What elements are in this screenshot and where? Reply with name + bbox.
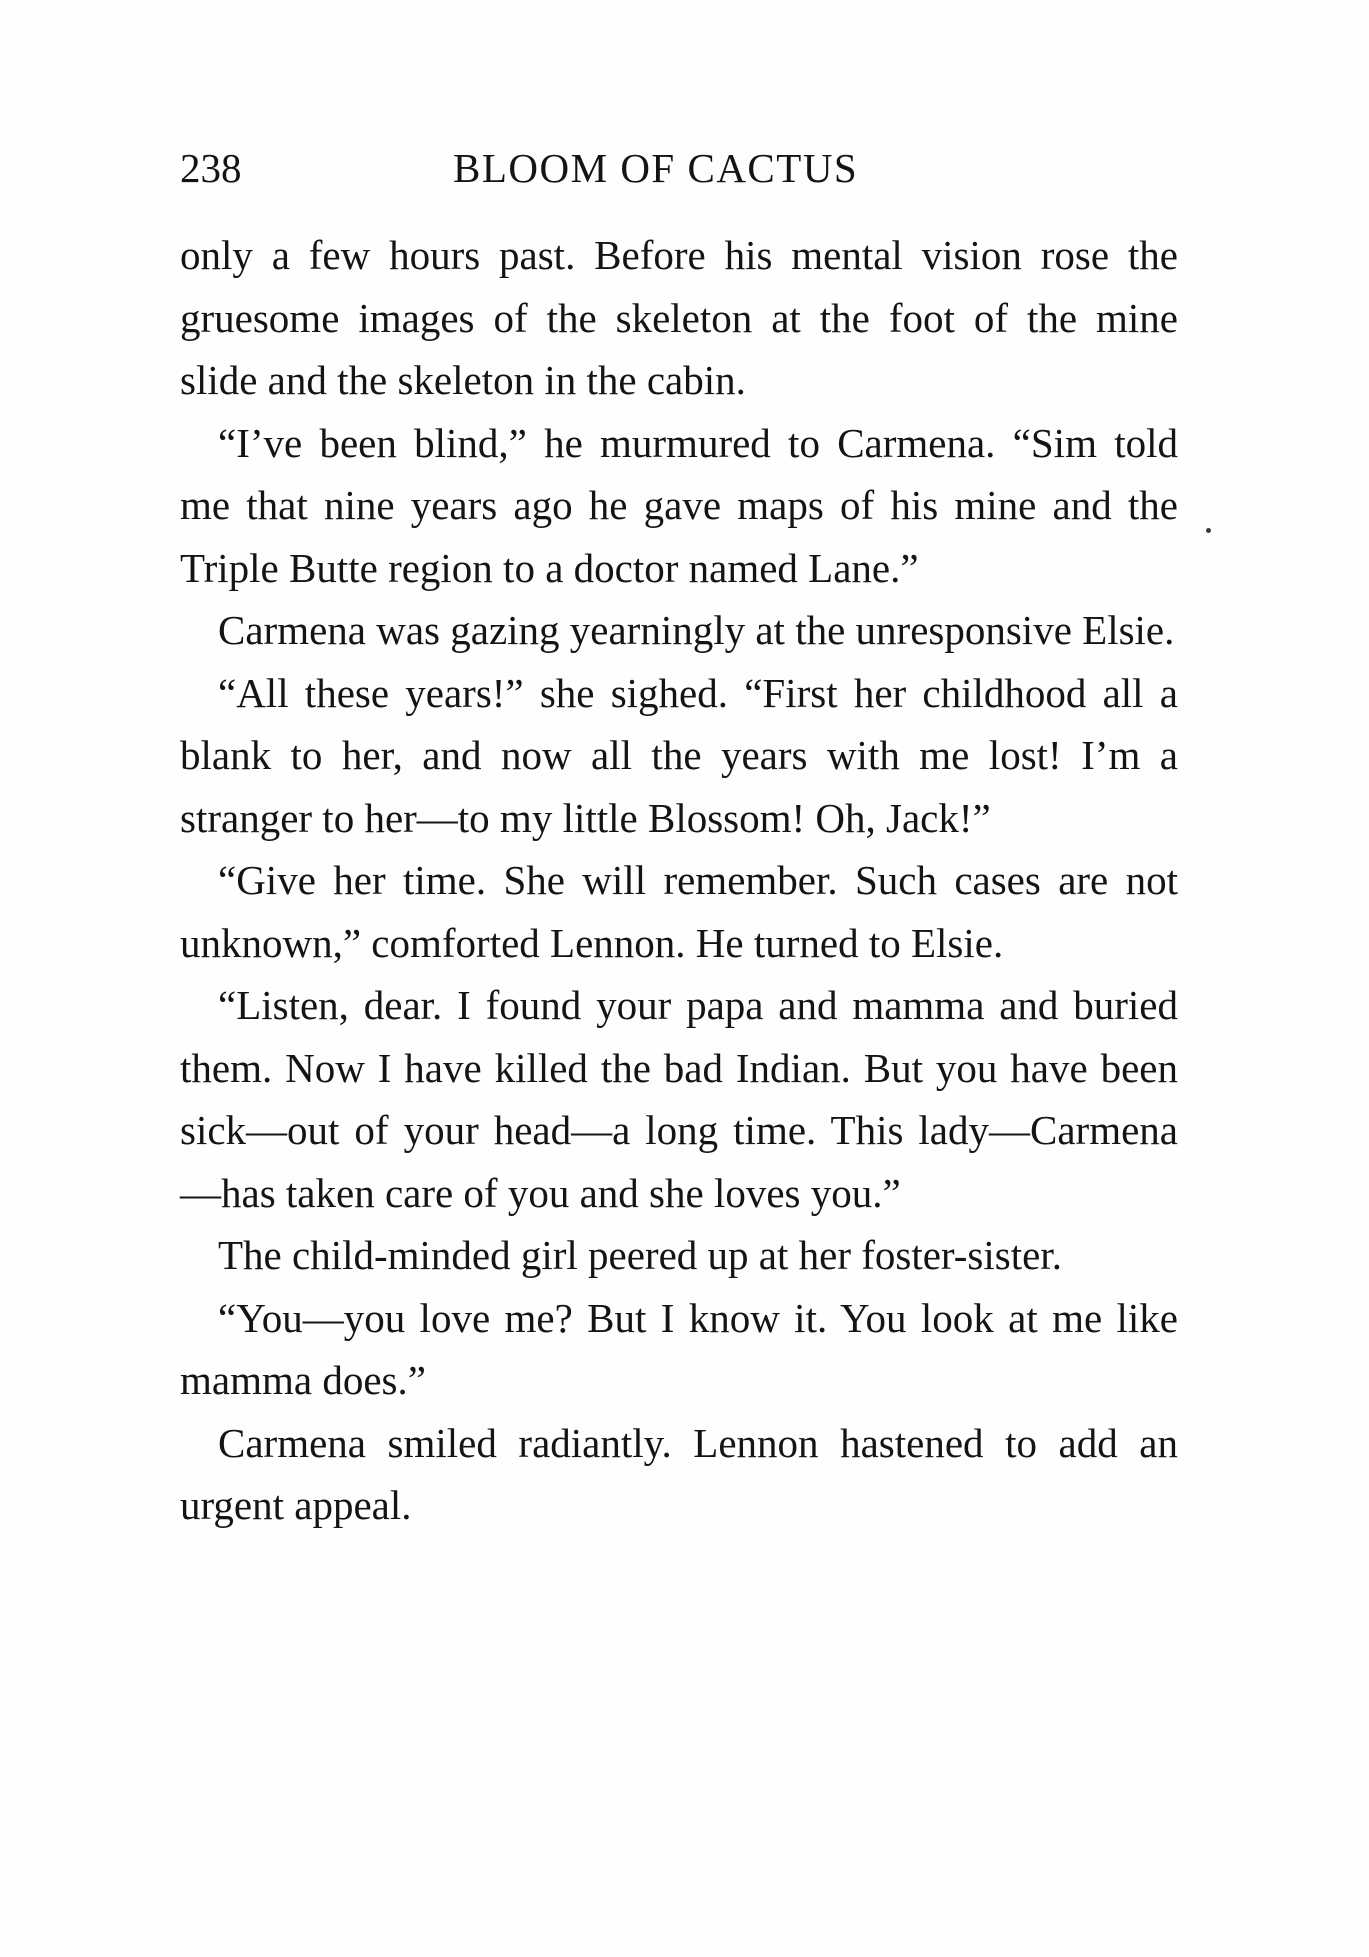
paragraph: “Listen, dear. I found your papa and mamma and buried them. Now I have killed the bad Indian. But you have been sick—out of your head—a long time. This lady—Carmena—has taken care of you and she loves you.”: [180, 982, 1178, 1216]
paragraph: “I’ve been blind,” he murmured to Carmena. “Sim told me that nine years ago he gave maps of his mine and the Triple Butte region to a doctor named Lane.”: [180, 419, 1178, 591]
paragraph: “You—you love me? But I know it. You look at me like mamma does.”: [180, 1294, 1178, 1403]
paragraph: only a few hours past. Before his mental vision rose the gruesome images of the skeleton at the foot of the mine slide and the skeleton in the cabin.: [180, 232, 1178, 403]
paragraph: The child-minded girl peered up at her foster-sister.: [218, 1232, 1062, 1278]
page-header: [180, 138, 1180, 198]
ink-speck: [1206, 528, 1211, 533]
paragraph: “All these years!” she sighed. “First her childhood all a blank to her, and now all the years with me lost! I’m a stranger to her—to my little Blossom! Oh, Jack!”: [180, 669, 1178, 841]
paragraph: Carmena was gazing yearningly at the unresponsive Elsie.: [218, 607, 1175, 653]
page-number: 238: [180, 145, 242, 191]
paragraph: Carmena smiled radiantly. Lennon hastened to add an urgent appeal.: [180, 1419, 1178, 1528]
body-text: [180, 224, 1178, 1537]
running-title: BLOOM OF CACTUS: [453, 145, 859, 191]
paragraph: “Give her time. She will remember. Such cases are not unknown,” comforted Lennon. He turned to Elsie.: [180, 857, 1178, 966]
